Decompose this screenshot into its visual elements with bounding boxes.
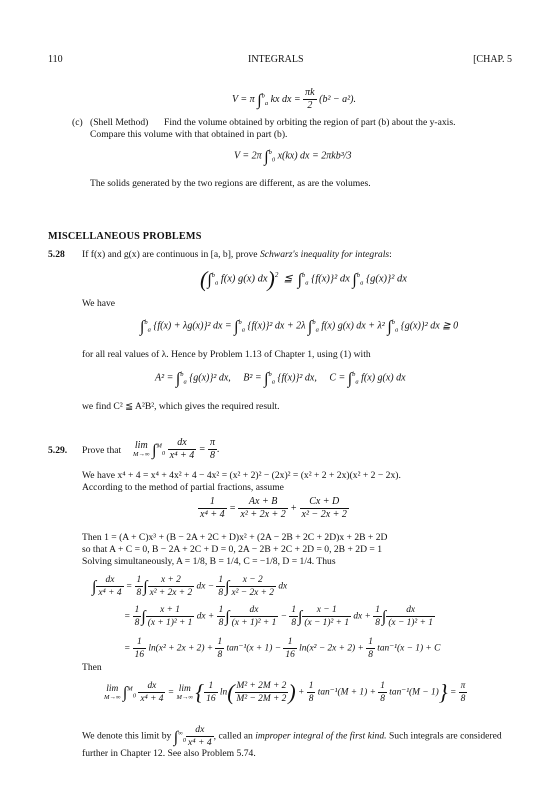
we-have-5-28: We have [82,298,116,309]
limit-evaluation: lim M→∞ ∫$^M_0$ $\frac{dx}{\text{x⁴ + 4}}$ = lim M→∞ { $\frac{1}{16}$ ln( $\frac{\text{M² + 2M + 2}}{\text{M² − 2M + 2}}$ ) + $\frac{1}{8}$ tan⁻¹(M + 1) + $\frac{1}{8}$ tan⁻¹(M − 1)} = $\frac{\pi}{8}$ [104,679,466,705]
solving-values: Solving simultaneously, A = 1/8, B = 1/4, C = −1/8, D = 1/4. Thus [82,556,336,567]
so-that-system: so that A + C = 0, B − 2A + 2C + D = 0, 2A − 2B + 2C + 2D = 0, 2B + 2D = 1 [82,544,383,555]
item-c-label: (c) [72,117,83,128]
schwarz-inequality: (∫$^b_a$ f(x) g(x) dx)$^2$ ≦ ∫$^b_a$ {f(x)}² dx ∫$^b_a$ {g(x)}² dx [200,266,407,292]
for-all-lambda: for all real values of λ. Hence by Problem 1.13 of Chapter 1, using (1) with [82,349,371,360]
definitions-abc: A² = ∫$^b_a$ {g(x)}² dx, B² = ∫$^b_a$ {f(x)}² dx, C = ∫$^b_a$ f(x) g(x) dx [155,370,406,388]
page-header [48,54,512,68]
limit-statement: lim M→∞ ∫$^M_0$ $\frac{dx}{\text{x⁴ + 4}}$ = $\frac{\pi}{8}$ . [133,437,220,461]
factorization: We have x⁴ + 4 = x⁴ + 4x² + 4 − 4x² = (x² + 2)² − (2x)² = (x² + 2 + 2x)(x² + 2 − 2x). [82,470,401,481]
integral-step-3: = $\frac{1}{16}$ ln(x² + 2x + 2) + $\frac{1}{8}$ tan⁻¹(x + 1) − $\frac{1}{16}$ ln(x² − 2x + 2) + $\frac{1}{8}$ tan⁻¹(x − 1) + C [124,637,441,660]
integral-step-2: = $\frac{1}{8}$ ∫ $\frac{x + 1}{\text{(x + 1)² + 1}}$ dx + $\frac{1}{8}$ ∫ $\frac{dx}{\text{(x + 1)² + 1}}$ − $\frac{1}{8}$ ∫ $\frac{x - 1}{\text{(x − 1)² + 1}}$ dx + $\frac{1}{8}$ ∫ $\frac{dx}{\text{(x − 1)² + 1}}$ [124,605,433,628]
then-label: Then [82,662,102,673]
shell-method-text-1: Find the volume obtained by orbiting the region of part (b) about the y-axis. [164,117,456,128]
running-title: INTEGRALS [248,54,304,65]
integral-step-1: ∫ $\frac{dx}{\text{x⁴ + 4}}$ = $\frac{1}{8}$ ∫ $\frac{x + 2}{\text{x² + 2x + 2}}$ dx − $\frac{1}{8}$ ∫ $\frac{x - 2}{\text{x² − 2x + 2}}$ dx [92,575,288,598]
then-identity: Then 1 = (A + C)x³ + (B − 2A + 2C + D)x² + (2A − 2B + 2C + 2D)x + 2B + 2D [82,532,388,543]
section-title: MISCELLANEOUS PROBLEMS [48,231,202,242]
problem-number-5-28: 5.28 [48,249,65,260]
problem-number-5-29: 5.29. [48,445,68,456]
equation-v2: V = 2π ∫$^b_0$ x(kx) dx = 2πkb³/3 [234,148,352,166]
shell-method-label: (Shell Method) [90,117,149,128]
partial-fraction-method: According to the method of partial fractions, assume [82,482,284,493]
equation-v1: V = π ∫$^b_a$ kx dx = $\frac{\pi k}{2}$ (b² − a²). [232,87,357,111]
expansion-equation: ∫$^b_a$ {f(x) + λg(x)}² dx = ∫$^b_a$ {f(x)}² dx + 2λ ∫$^b_a$ f(x) g(x) dx + λ² ∫$^b_a$ {g(x)}² dx ≧ 0 [140,318,459,336]
required-result: we find C² ≦ A²B², which gives the required result. [82,401,280,412]
page-number: 110 [48,54,63,65]
prove-that: Prove that [82,445,122,456]
solids-remark: The solids generated by the two regions are different, as are the volumes. [90,178,371,189]
denote-sentence: We denote this limit by $\int^\infty_0$ $\frac{dx}{\text{x⁴ + 4}}$ , called an improper integral of the first kind. Such integrals are considered [82,724,502,748]
further-reference: further in Chapter 12. See also Problem 5.74. [82,748,256,759]
partial-fraction-equation: $\frac{1}{\text{x⁴ + 4}}$ = $\frac{Ax + B}{\text{x² + 2x + 2}}$ + $\frac{Cx + D}{\text{x² − 2x + 2}}$ [200,496,347,520]
shell-method-text-2: Compare this volume with that obtained in part (b). [90,129,288,140]
problem-5-28-statement: If f(x) and g(x) are continuous in [a, b], prove Schwarz's inequality for integrals: [82,249,392,260]
chapter-label: [CHAP. 5 [473,54,512,65]
